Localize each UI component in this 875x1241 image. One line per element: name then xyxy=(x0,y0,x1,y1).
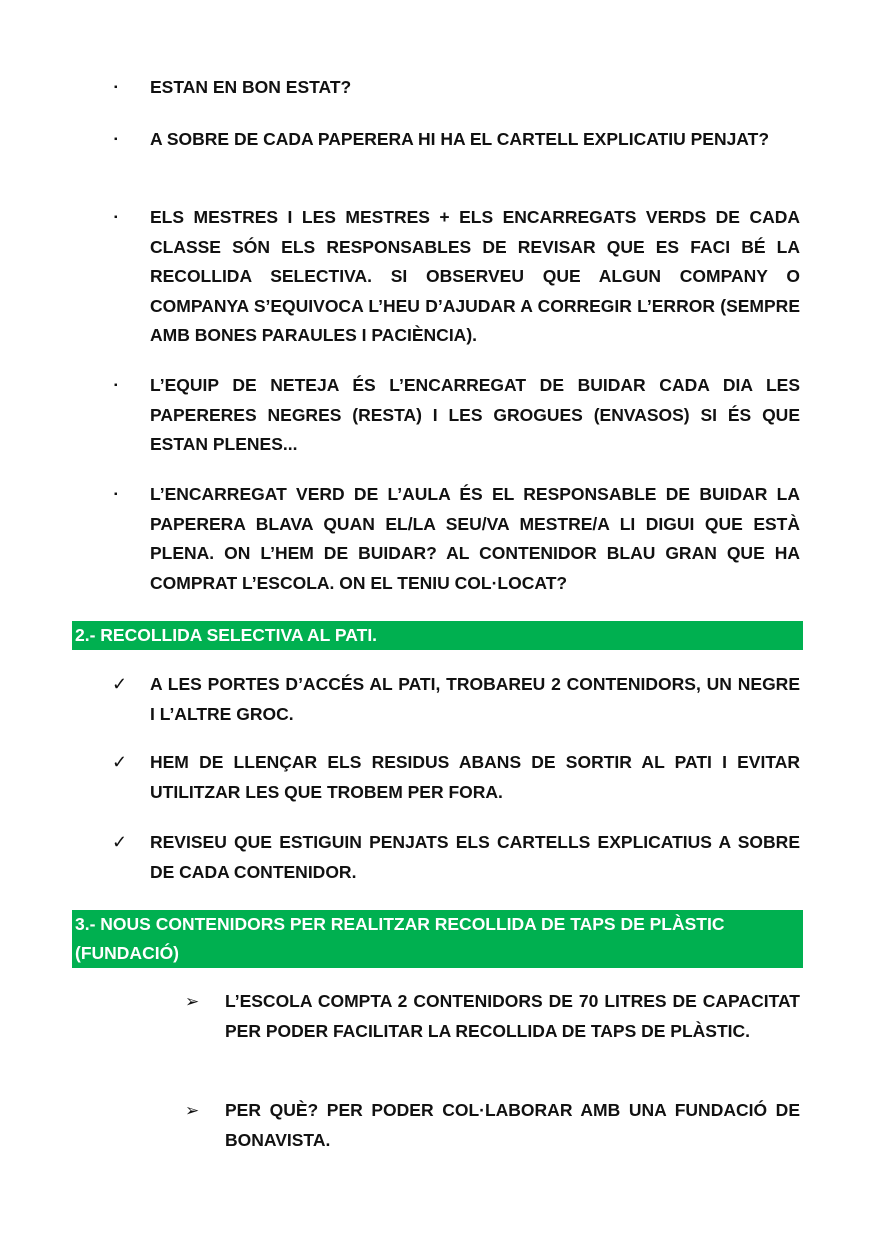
square-bullet-icon: ▪ xyxy=(114,489,118,500)
list-item: ▪ A SOBRE DE CADA PAPERERA HI HA EL CARTELL EXPLICATIU PENJAT? xyxy=(150,125,800,155)
arrow-bullet-icon: ➢ xyxy=(185,1101,200,1120)
section-heading: 3.- NOUS CONTENIDORS PER REALITZAR RECOLLIDA DE TAPS DE PLÀSTIC (FUNDACIÓ) xyxy=(72,910,803,968)
list-item: ✓ HEM DE LLENÇAR ELS RESIDUS ABANS DE SORTIR AL PATI I EVITAR UTILITZAR LES QUE TROBEM PER FORA. xyxy=(150,748,800,807)
arrow-bullet-icon: ➢ xyxy=(185,992,200,1011)
check-icon: ✓ xyxy=(112,752,128,772)
list-item: ✓ A LES PORTES D’ACCÉS AL PATI, TROBAREU 2 CONTENIDORS, UN NEGRE I L’ALTRE GROC. xyxy=(150,670,800,729)
list-item: ▪ L’EQUIP DE NETEJA ÉS L’ENCARREGAT DE BUIDAR CADA DIA LES PAPERERES NEGRES (RESTA) I LES GROGUES (ENVASOS) SI ÉS QUE ESTAN PLENES... xyxy=(150,371,800,460)
list-item: ➢ PER QUÈ? PER PODER COL·LABORAR AMB UNA FUNDACIÓ DE BONAVISTA. xyxy=(225,1096,800,1155)
list-item: ✓ REVISEU QUE ESTIGUIN PENJATS ELS CARTELLS EXPLICATIUS A SOBRE DE CADA CONTENIDOR. xyxy=(150,828,800,887)
check-icon: ✓ xyxy=(112,832,128,852)
list-item: ▪ L’ENCARREGAT VERD DE L’AULA ÉS EL RESPONSABLE DE BUIDAR LA PAPERERA BLAVA QUAN EL/LA SEU/VA MESTRE/A LI DIGUI QUE ESTÀ PLENA. ON L’HEM DE BUIDAR? AL CONTENIDOR BLAU GRAN QUE HA COMPRAT L’ESCOLA. ON EL TENIU COL·LOCAT? xyxy=(150,480,800,598)
square-bullet-icon: ▪ xyxy=(114,134,118,145)
section-heading: 2.- RECOLLIDA SELECTIVA AL PATI. xyxy=(72,621,803,650)
check-icon: ✓ xyxy=(112,674,128,694)
square-bullet-icon: ▪ xyxy=(114,82,118,93)
list-item: ▪ ESTAN EN BON ESTAT? xyxy=(150,73,800,103)
list-item: ▪ ELS MESTRES I LES MESTRES + ELS ENCARREGATS VERDS DE CADA CLASSE SÓN ELS RESPONSABLES DE REVISAR QUE ES FACI BÉ LA RECOLLIDA SELECTIVA. SI OBSERVEU QUE ALGUN COMPANY O COMPANYA S’EQUIVOCA L’HEU D’AJUDAR A CORREGIR L’ERROR (SEMPRE AMB BONES PARAULES I PACIÈNCIA). xyxy=(150,203,800,351)
list-item: ➢ L’ESCOLA COMPTA 2 CONTENIDORS DE 70 LITRES DE CAPACITAT PER PODER FACILITAR LA RECOLLIDA DE TAPS DE PLÀSTIC. xyxy=(225,987,800,1046)
square-bullet-icon: ▪ xyxy=(114,212,118,223)
square-bullet-icon: ▪ xyxy=(114,380,118,391)
